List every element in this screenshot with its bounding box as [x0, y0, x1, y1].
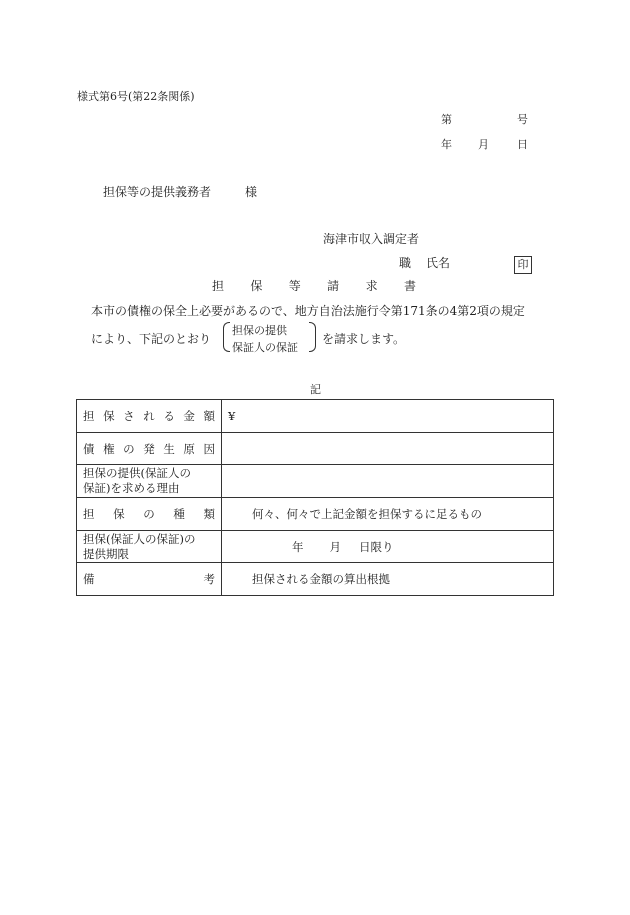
doc-title-char: 請	[327, 279, 340, 293]
label-secured-amount: 担 保 さ れ る 金 額	[77, 400, 222, 433]
label-reason: 担保の提供(保証人の 保証)を求める理由	[77, 465, 222, 498]
right-bracket	[309, 322, 316, 352]
value-collateral-type: 何々、何々で上記金額を担保するに足るもの	[222, 498, 554, 531]
value-claim-origin	[222, 432, 554, 465]
seal-label: 印	[514, 256, 532, 274]
date-year: 年	[441, 138, 452, 151]
addressee-honorific: 様	[245, 185, 258, 199]
table-row	[77, 465, 554, 498]
doc-title-char: 等	[288, 279, 301, 293]
body-line-2-suffix: を請求します。	[322, 332, 406, 346]
issuer-name-label: 氏名	[426, 256, 451, 270]
label-deadline: 担保(保証人の保証)の 提供期限	[77, 530, 222, 563]
ki-label: 記	[310, 383, 321, 396]
issuer-org: 海津市収入調定者	[323, 232, 420, 246]
label-claim-origin: 債 権 の 発 生 原 因	[77, 432, 222, 465]
option-guarantor: 保証人の保証	[232, 341, 298, 354]
body-line-1: 本市の債権の保全上必要があるので、地方自治法施行令第171条の4第2項の規定	[91, 304, 525, 318]
label-remarks: 備 考	[77, 563, 222, 596]
table-row	[77, 563, 554, 596]
value-secured-amount: ¥	[222, 400, 554, 433]
value-remarks: 担保される金額の算出根拠	[222, 563, 554, 596]
issuer-title: 職	[399, 256, 412, 270]
option-collateral: 担保の提供	[232, 324, 287, 337]
doc-title-char: 担	[212, 279, 225, 293]
doc-title-char: 求	[365, 279, 378, 293]
doc-number-suffix: 号	[517, 113, 528, 126]
seal-mark	[514, 253, 532, 274]
table-row	[77, 530, 554, 563]
form-number: 様式第6号(第22条関係)	[77, 90, 195, 103]
doc-title	[212, 277, 416, 294]
label-collateral-type: 担 保 の 種 類	[77, 498, 222, 531]
body-line-2-prefix: により、下記のとおり	[91, 332, 212, 346]
doc-title-char: 書	[403, 279, 416, 293]
table-row	[77, 400, 554, 433]
left-bracket	[223, 322, 230, 352]
table-row	[77, 432, 554, 465]
date-month: 月	[478, 138, 489, 151]
request-table	[76, 399, 554, 596]
addressee-name: 担保等の提供義務者	[103, 185, 212, 199]
value-deadline: 年 月 日限り	[222, 530, 554, 563]
value-reason	[222, 465, 554, 498]
date-day: 日	[517, 138, 528, 151]
doc-title-char: 保	[250, 279, 263, 293]
doc-number-prefix: 第	[441, 113, 452, 126]
table-row	[77, 498, 554, 531]
